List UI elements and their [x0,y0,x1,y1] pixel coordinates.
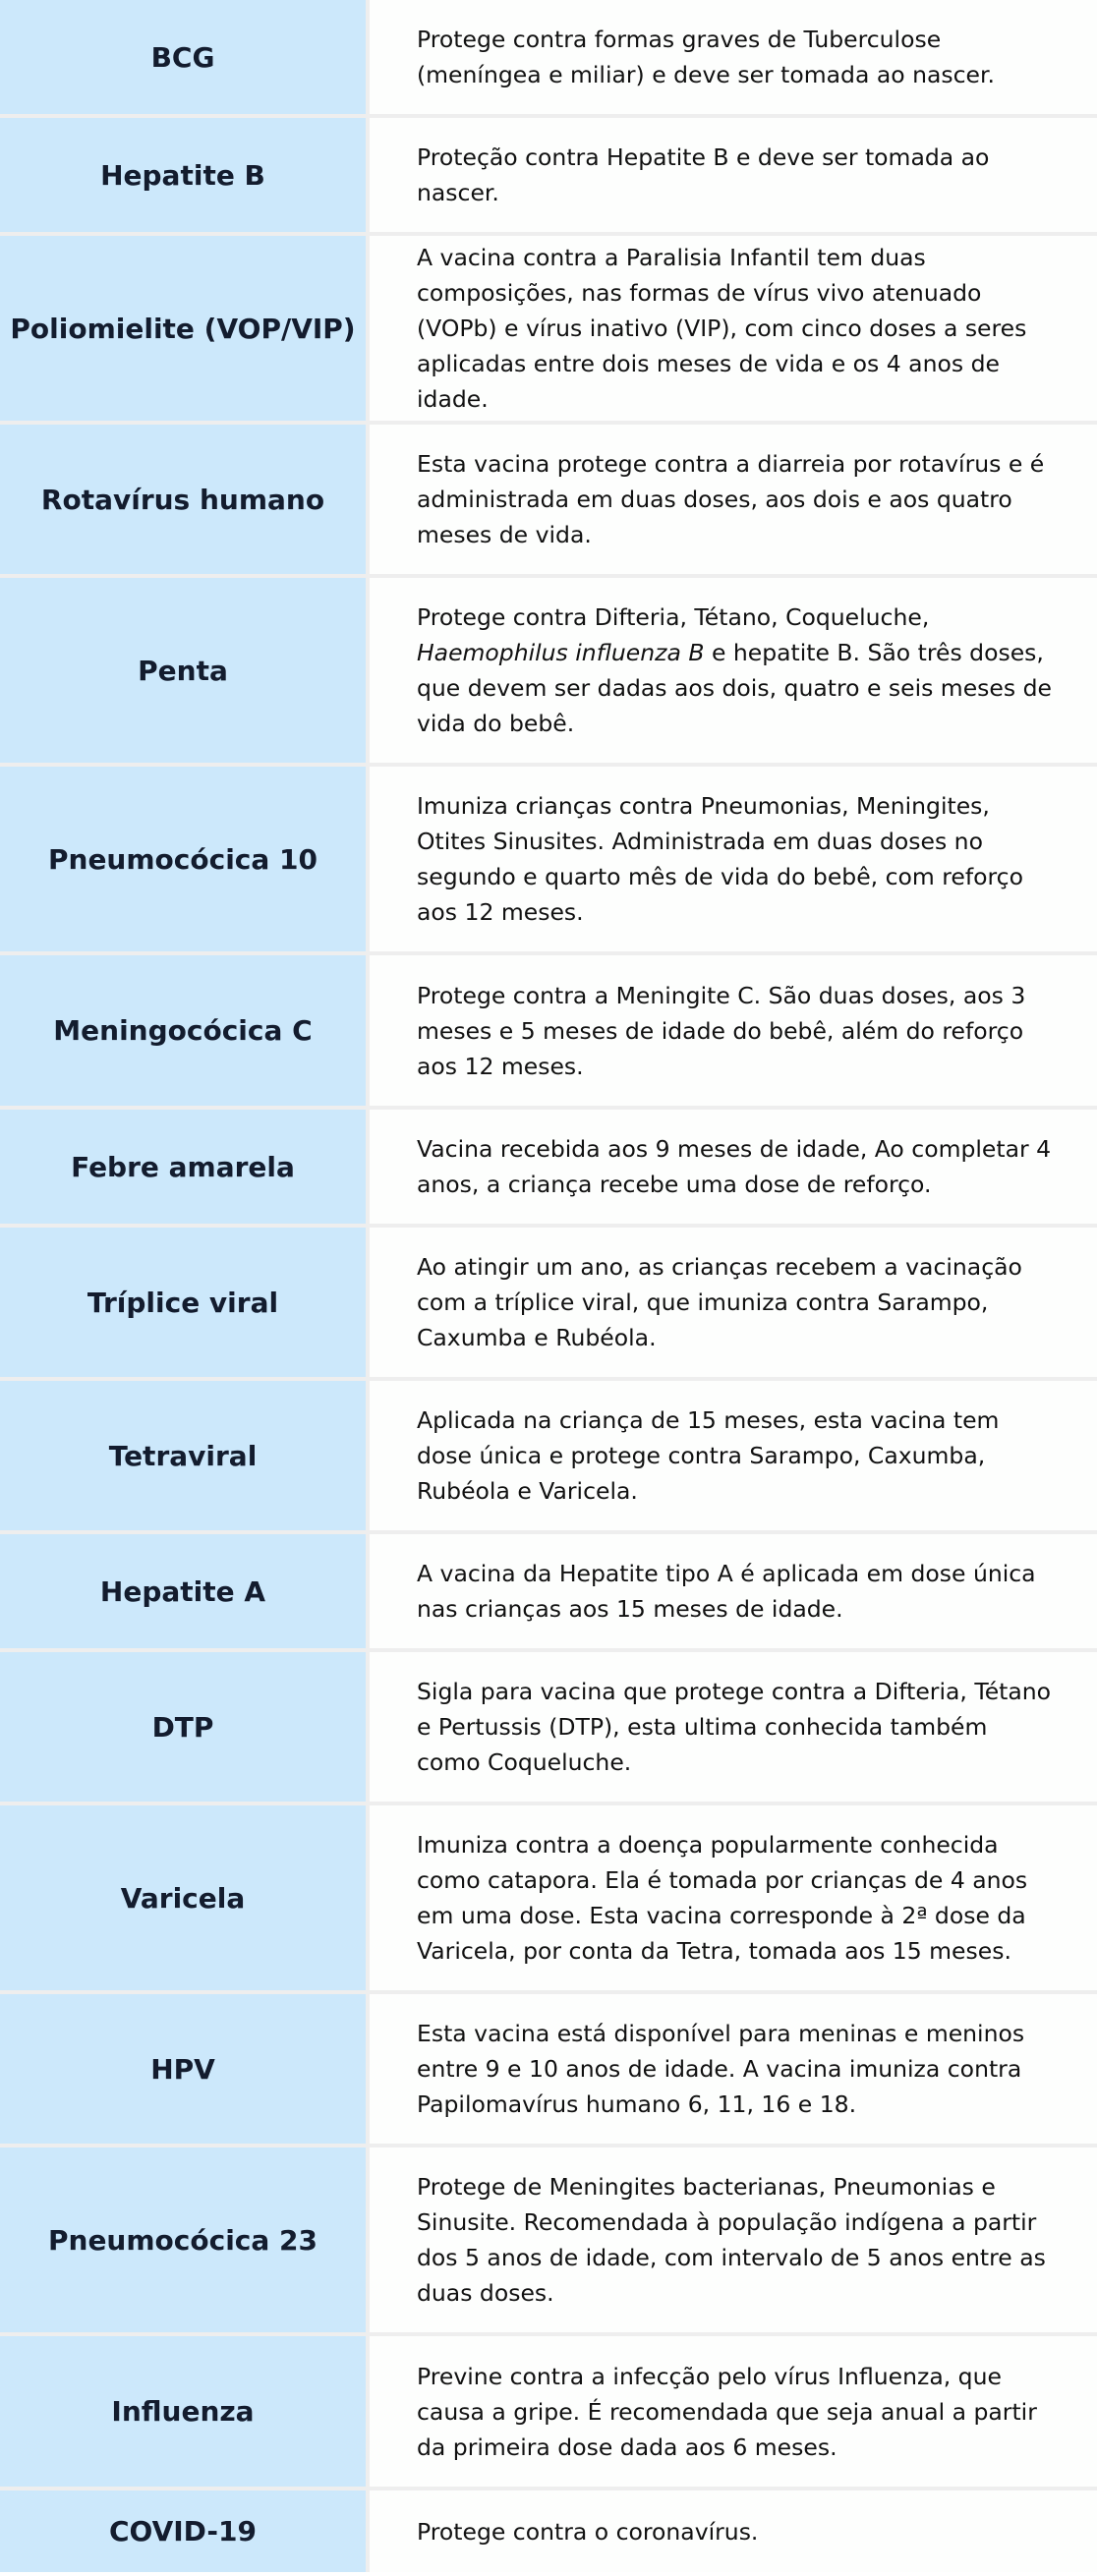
vaccine-description: Sigla para vacina que protege contra a Difteria, Tétano e Pertussis (DTP), esta ultima conhecida também como Coqueluche. [417,1678,1052,1776]
description-text: e hepatite B. São três doses, que devem ser dadas aos dois, quatro e seis meses de vida do bebê. [417,639,1052,737]
vaccine-description: Previne contra a infecção pelo vírus Influenza, que causa a gripe. É recomendada que seja anual a partir da primeira dose dada aos 6 meses. [417,2362,1037,2461]
vaccine-description: Esta vacina protege contra a diarreia por rotavírus e é administrada em duas doses, aos dois e aos quatro meses de vida. [417,450,1045,548]
table-row [0,1108,1097,1226]
vaccine-description: Protege de Meningites bacterianas, Pneumonias e Sinusite. Recomendada à população indígena a partir dos 5 anos de idade, com intervalo de 5 anos entre as duas doses. [417,2173,1046,2307]
vaccine-description: Vacina recebida aos 9 meses de idade, Ao completar 4 anos, a criança recebe uma dose de reforço. [417,1135,1052,1198]
table-row [0,2334,1097,2489]
vaccine-description: Imuniza contra a doença popularmente conhecida como catapora. Ela é tomada por crianças de 4 anos em uma dose. Esta vacina corresponde à 2ª dose da Varicela, por conta da Tetra, tomada aos 15 meses. [417,1831,1028,1965]
table-row [0,423,1097,576]
vaccine-description: Ao atingir um ano, as crianças recebem a vacinação com a tríplice viral, que imuniza contra Sarampo, Caxumba e Rubéola. [417,1253,1022,1351]
vaccine-description: Protege contra a Meningite C. São duas doses, aos 3 meses e 5 meses de idade do bebê, além do reforço aos 12 meses. [417,981,1026,1080]
table-row [0,0,1097,116]
vaccine-name: Tríplice viral [0,1226,368,1379]
table-row [0,2489,1097,2572]
table-row [0,1379,1097,1532]
table-row [0,576,1097,765]
vaccine-name: DTP [0,1650,368,1803]
vaccine-name: BCG [0,0,368,116]
vaccine-name: Hepatite B [0,116,368,234]
table-row [0,116,1097,234]
table-row [0,1650,1097,1803]
vaccine-name: Varicela [0,1803,368,1992]
vaccine-description: Esta vacina está disponível para meninas e meninos entre 9 e 10 anos de idade. A vacina imuniza contra Papilomavírus humano 6, 11, 16 e 18. [417,2020,1025,2118]
vaccine-name: Poliomielite (VOP/VIP) [0,234,368,423]
vaccine-description: Imuniza crianças contra Pneumonias, Meningites, Otites Sinusites. Administrada em duas doses no segundo e quarto mês de vida do bebê, com reforço aos 12 meses. [417,792,1023,926]
vaccine-name: Meningocócica C [0,953,368,1108]
vaccine-name: Hepatite A [0,1532,368,1650]
vaccine-name: Influenza [0,2334,368,2489]
vaccine-description [417,600,1058,741]
table-row [0,234,1097,423]
vaccine-name: Pneumocócica 23 [0,2146,368,2334]
vaccine-name: Tetraviral [0,1379,368,1532]
table-row [0,1532,1097,1650]
table-row [0,953,1097,1108]
vaccine-description: Proteção contra Hepatite B e deve ser tomada ao nascer. [417,143,990,206]
table-row [0,2146,1097,2334]
vaccine-name: Rotavírus humano [0,423,368,576]
description-text: Protege contra Difteria, Tétano, Coqueluche, [417,603,930,631]
table-row [0,1992,1097,2146]
vaccine-description: A vacina da Hepatite tipo A é aplicada em dose única nas crianças aos 15 meses de idade. [417,1560,1036,1623]
vaccine-name: HPV [0,1992,368,2146]
table-row [0,1226,1097,1379]
vaccine-name: Febre amarela [0,1108,368,1226]
vaccine-description: A vacina contra a Paralisia Infantil tem duas composições, nas formas de vírus vivo atenuado (VOPb) e vírus inativo (VIP), com cinco doses a seres aplicadas entre dois meses de vida e os 4 anos de idade. [417,244,1027,413]
vaccine-description: Protege contra formas graves de Tuberculose (meníngea e miliar) e deve ser tomada ao nascer. [417,26,995,88]
description-italic-text: Haemophilus influenza B [417,639,705,666]
vaccine-description: Aplicada na criança de 15 meses, esta vacina tem dose única e protege contra Sarampo, Caxumba, Rubéola e Varicela. [417,1406,1000,1505]
vaccine-description: Protege contra o coronavírus. [417,2517,759,2546]
table-row [0,765,1097,953]
vaccine-name: Pneumocócica 10 [0,765,368,953]
table-row [0,1803,1097,1992]
vaccine-name: Penta [0,576,368,765]
vaccine-name: COVID-19 [0,2489,368,2572]
